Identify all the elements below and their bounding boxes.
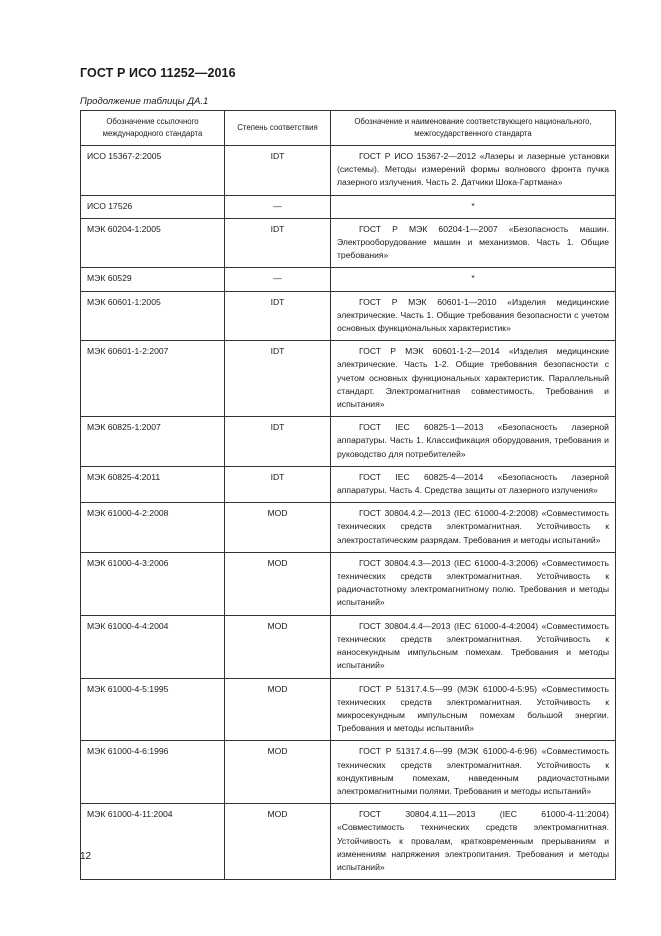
cell-intl-standard: МЭК 60825-1:2007 [81, 417, 225, 467]
table-row [81, 466, 616, 502]
cell-degree: MOD [225, 678, 331, 741]
cell-degree: IDT [225, 291, 331, 341]
cell-intl-standard: МЭК 61000-4-2:2008 [81, 503, 225, 553]
column-header-national: Обозначение и наименование соответствующего национального, межгосударственного стандарта [331, 111, 616, 146]
cell-intl-standard: МЭК 61000-4-5:1995 [81, 678, 225, 741]
cell-national-standard: ГОСТ 30804.4.2—2013 (IEC 61000-4-2:2008) «Совместимость технических средств электромагнитная. Устойчивость к электростатическим разрядам. Требования и методы испытаний» [331, 503, 616, 553]
cell-degree: IDT [225, 218, 331, 268]
cell-degree: — [225, 195, 331, 218]
table-row [81, 615, 616, 678]
cell-degree: MOD [225, 804, 331, 880]
cell-intl-standard: МЭК 61000-4-11:2004 [81, 804, 225, 880]
cell-national-standard: * [331, 195, 616, 218]
cell-intl-standard: МЭК 61000-4-4:2004 [81, 615, 225, 678]
cell-intl-standard: МЭК 60601-1-2:2007 [81, 341, 225, 417]
cell-national-standard: ГОСТ Р ИСО 15367-2—2012 «Лазеры и лазерные установки (системы). Методы измерений формы волнового фронта пучка лазерного излучения. Часть 2. Датчики Шока-Гартмана» [331, 146, 616, 196]
cell-national-standard: ГОСТ IEC 60825-1—2013 «Безопасность лазерной аппаратуры. Часть 1. Классификация оборудования, требования и руководство для потребителей» [331, 417, 616, 467]
table-row [81, 804, 616, 880]
cell-degree: — [225, 268, 331, 291]
table-row [81, 552, 616, 615]
cell-degree: IDT [225, 466, 331, 502]
cell-degree: IDT [225, 341, 331, 417]
standards-table [80, 110, 616, 880]
cell-degree: IDT [225, 146, 331, 196]
table-row [81, 146, 616, 196]
column-header-degree: Степень соответствия [225, 111, 331, 146]
cell-degree: IDT [225, 417, 331, 467]
table-row [81, 741, 616, 804]
cell-intl-standard: МЭК 60601-1:2005 [81, 291, 225, 341]
table-row [81, 341, 616, 417]
table-row [81, 291, 616, 341]
cell-intl-standard: МЭК 60204-1:2005 [81, 218, 225, 268]
cell-intl-standard: МЭК 60529 [81, 268, 225, 291]
table-row [81, 417, 616, 467]
table-row [81, 218, 616, 268]
cell-national-standard: ГОСТ Р МЭК 60601-1—2010 «Изделия медицинские электрические. Часть 1. Общие требования безопасности с учетом основных функциональных характеристик» [331, 291, 616, 341]
page-number: 12 [80, 851, 92, 862]
table-caption: Продолжение таблицы ДА.1 [80, 96, 209, 107]
cell-national-standard: ГОСТ Р 51317.4.5—99 (МЭК 61000-4-5:95) «Совместимость технических средств электромагнитная. Устойчивость к микросекундным импульсным помехам большой энергии. Требования и методы испытаний» [331, 678, 616, 741]
table-row [81, 268, 616, 291]
column-header-intl: Обозначение ссылочного международного стандарта [81, 111, 225, 146]
cell-intl-standard: МЭК 61000-4-3:2006 [81, 552, 225, 615]
cell-intl-standard: МЭК 60825-4:2011 [81, 466, 225, 502]
document-header: ГОСТ Р ИСО 11252—2016 [80, 66, 236, 80]
table-header-row [81, 111, 616, 146]
table-row [81, 678, 616, 741]
cell-national-standard: ГОСТ 30804.4.4—2013 (IEC 61000-4-4:2004) «Совместимость технических средств электромагнитная. Устойчивость к наносекундным импульсным помехам. Требования и методы испытаний» [331, 615, 616, 678]
cell-intl-standard: ИСО 17526 [81, 195, 225, 218]
cell-intl-standard: МЭК 61000-4-6:1996 [81, 741, 225, 804]
cell-national-standard: ГОСТ IEC 60825-4—2014 «Безопасность лазерной аппаратуры. Часть 4. Средства защиты от лазерного излучения» [331, 466, 616, 502]
cell-degree: MOD [225, 552, 331, 615]
table-row [81, 195, 616, 218]
cell-national-standard: ГОСТ 30804.4.11—2013 (IEC 61000-4-11:2004) «Совместимость технических средств электромагнитная. Устойчивость к провалам, кратковременным прерываниям и изменениям напряжения электропитания. Требования и методы испытаний» [331, 804, 616, 880]
cell-national-standard: ГОСТ Р 51317.4.6—99 (МЭК 61000-4-6:96) «Совместимость технических средств электромагнитная. Устойчивость к кондуктивным помехам, наведенным радиочастотными электромагнитными полями. Требования и методы испытаний» [331, 741, 616, 804]
table-row [81, 503, 616, 553]
cell-national-standard: * [331, 268, 616, 291]
cell-national-standard: ГОСТ Р МЭК 60204-1—2007 «Безопасность машин. Электрооборудование машин и механизмов. Часть 1. Общие требования» [331, 218, 616, 268]
cell-degree: MOD [225, 503, 331, 553]
cell-national-standard: ГОСТ Р МЭК 60601-1-2—2014 «Изделия медицинские электрические. Часть 1-2. Общие требования безопасности с учетом основных функциональных характеристик. Параллельный стандарт. Электромагнитная совместимость. Требования и испытания» [331, 341, 616, 417]
cell-national-standard: ГОСТ 30804.4.3—2013 (IEC 61000-4-3:2006) «Совместимость технических средств электромагнитная. Устойчивость к радиочастотному электромагнитному полю. Требования и методы испытаний» [331, 552, 616, 615]
cell-intl-standard: ИСО 15367-2:2005 [81, 146, 225, 196]
cell-degree: MOD [225, 741, 331, 804]
cell-degree: MOD [225, 615, 331, 678]
